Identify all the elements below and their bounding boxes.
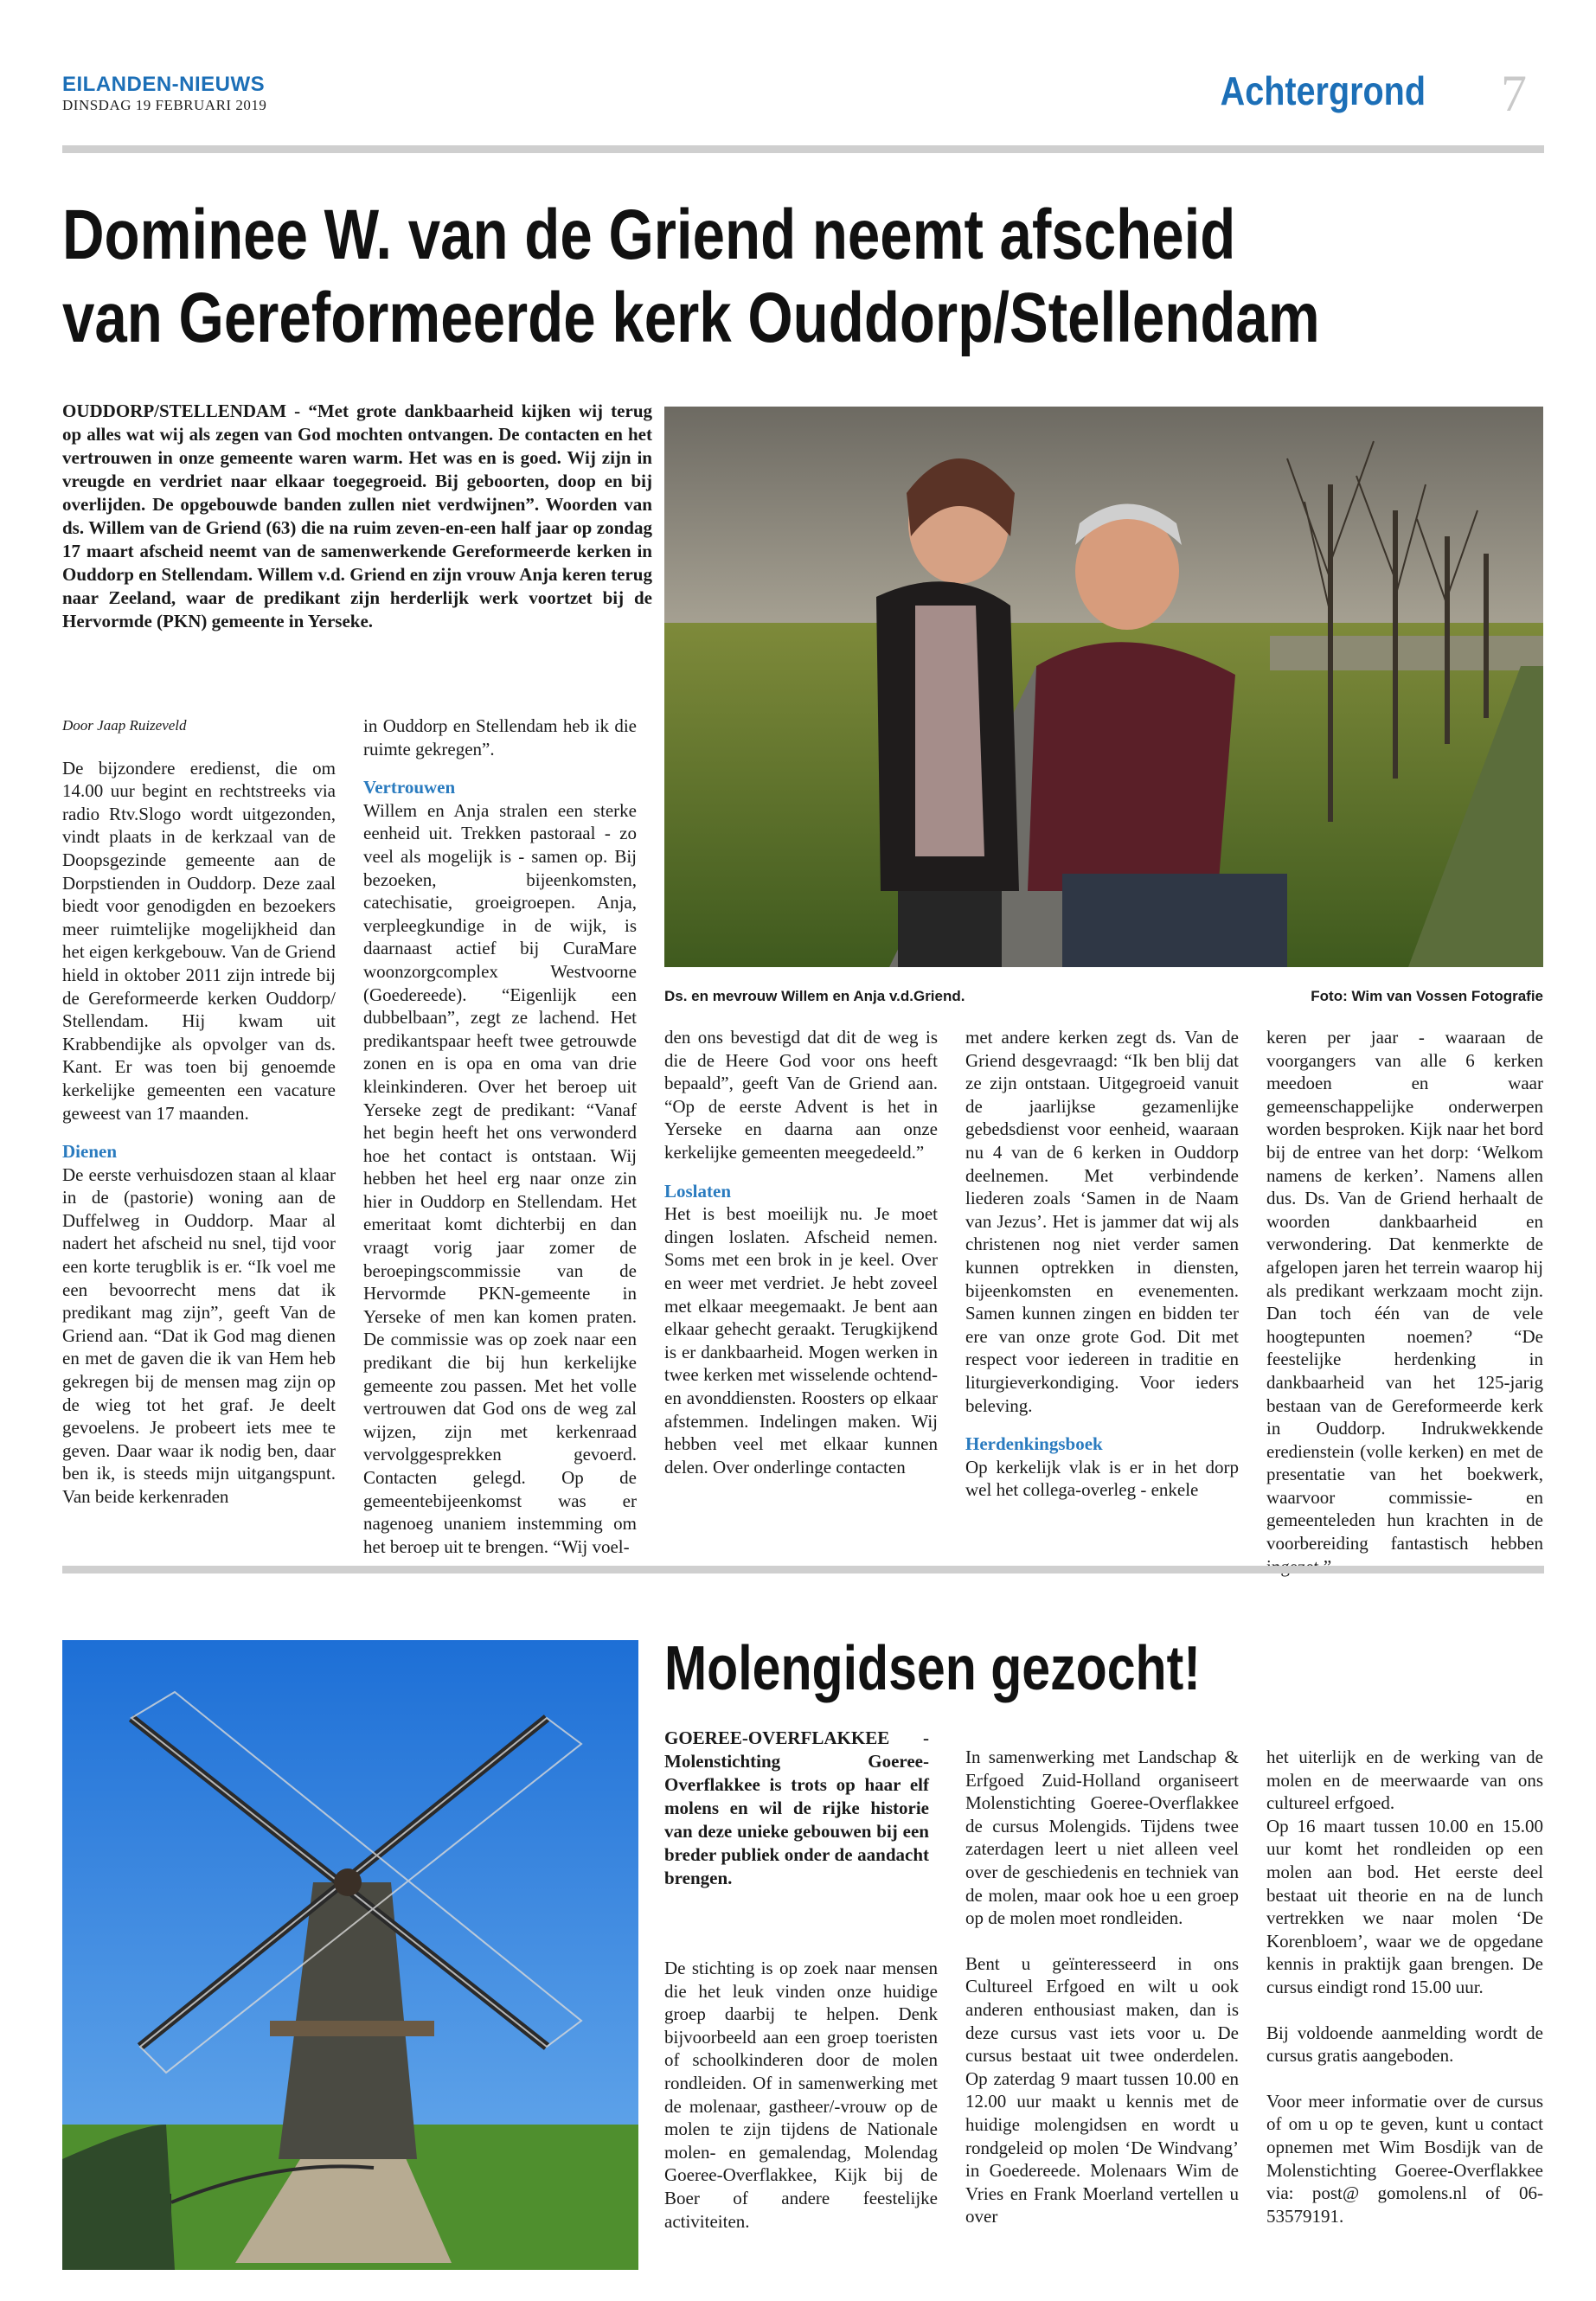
article2-headline: Molengidsen gezocht! [664, 1634, 1201, 1703]
photo-caption: Ds. en mevrouw Willem en Anja v.d.Griend. [664, 988, 965, 1004]
couple-photo-graphic [664, 407, 1543, 967]
article-headline [62, 194, 1320, 360]
article1-column-2 [363, 715, 637, 1558]
paragraph: Bent u geïnteresseerd in ons Cultureel Erfgoed en wilt u ook anderen enthousiast maken, dan is deze cursus vast iets voor u. De cursus bestaat uit twee onderdelen. Op zaterdag 9 maart tussen 10.00 en 12.00 uur maakt u kennis met de huidige molengidsen en wordt u rondgeleid op molen ‘De Windvang’ in Goedereede. Molenaars Wim de Vries en Frank Moerland vertellen u over [965, 1952, 1239, 2227]
article-lead: OUDDORP/STELLENDAM - “Met grote dankbaarheid kijken wij terug op alles wat wij als zegen van God mochten ontvangen. De contacten en het vertrouwen in onze gemeente waren warm. Het was en is goed. Wij zijn in vreugde en verdriet naar elkaar toegegroeid. Bij geboorten, doop en bij overlijden. De opgebouwde banden zullen niet verdwijnen”. Woorden van ds. Willem van de Griend (63) die na ruim zeven-en-een half jaar op zondag 17 maart afscheid neemt van de samenwerkende Gereformeerde kerken in Ouddorp en Stellendam. Willem v.d. Griend en zijn vrouw Anja keren terug naar Zeeland, waar de predikant zijn herderlijk werk voortzet bij de Hervormde (PKN) gemeente in Yerseke. [62, 401, 652, 631]
paragraph: Op kerkelijk vlak is er in het dorp wel het collega-overleg - enkele [965, 1456, 1239, 1501]
windmill-photo [62, 1640, 638, 2270]
article2-column-3 [1266, 1746, 1543, 2227]
paragraph: In samenwerking met Landschap & Erfgoed Zuid-Holland organiseert Molenstichting Goeree-Overflakkee de cursus Molengids. Tijdens twee zaterdagen leert u niet alleen veel over de geschiedenis en techniek van de molen, maar ook hoe u een groep op de molen moet rondleiden. [965, 1747, 1239, 1929]
issue-date: DINSDAG 19 FEBRUARI 2019 [62, 97, 267, 113]
newspaper-logo: EILANDEN-NIEUWS [62, 73, 266, 96]
paragraph: De eerste verhuisdozen staan al klaar in de (pastorie) woning aan de Duffelweg in Ouddorp. Maar al nadert het afscheid nu snel, tijd voor een korte terugblik is er. “Ik voel me een bevoorrecht mens dat ik predikant mag zijn”, geeft Van de Griend aan. “Dat ik God mag dienen en met de gaven die ik van Hem heb gekregen bij de mensen mag zijn op de wieg tot het graf. Je deelt gevoelens. Je probeert iets mee te geven. Daar waar ik nodig ben, daar ben ik, is steeds mijn uitgangspunt. Van beide kerkenraden [62, 1163, 336, 1507]
paragraph: De bijzondere eredienst, die om 14.00 uur begint en rechtstreeks via radio Rtv.Slogo wordt uitgezonden, vindt plaats in de kerkzaal van de Doopsgezinde gemeente aan de Dorpstienden in Ouddorp. Deze zaal biedt voor genodigden en bezoekers meer ruimtelijke mogelijkheid dan het eigen kerkgebouw. Van de Griend hield in oktober 2011 zijn intrede bij de Gereformeerde kerken Ouddorp/ Stellendam. Hij kwam uit Krabbendijke als opvolger van ds. Kant. Er was toen bij genoemde kerkelijke gemeenten een vacature geweest van 17 maanden. [62, 757, 336, 1124]
subheading: Dienen [62, 1141, 117, 1163]
headline-line-2: van Gereformeerde kerk Ouddorp/Stellendam [62, 279, 1320, 357]
article2-lead: GOEREE-OVERFLAKKEE - Molenstichting Goeree-Overflakkee is trots op haar elf molens en wil de rijke historie van deze unieke gebouwen bij een breder publiek onder de aandacht brengen. [664, 1727, 929, 1888]
page-number: 7 [1501, 65, 1527, 122]
paragraph: Op 16 maart tussen 10.00 en 15.00 uur komt het rondleiden op een molen aan bod. Het eerste deel bestaat uit theorie en na de lunch vertrekken we naar molen ‘De Korenbloem’, waar we de opgedane kennis in praktijk gaan brengen. De cursus eindigt rond 15.00 uur. [1266, 1815, 1543, 1997]
windmill-photo-graphic [62, 1640, 638, 2270]
paragraph: den ons bevestigd dat dit de weg is die de Heere God voor ons heeft bepaald”, geeft Van de Griend aan. “Op de eerste Advent is het in Yerseke en daarna aan onze kerkelijke gemeenten meegedeeld.” [664, 1027, 938, 1163]
subheading: Vertrouwen [363, 777, 456, 798]
paragraph: De stichting is op zoek naar mensen die het leuk vinden onze huidige groep daarbij te helpen. Denk bijvoorbeeld aan een groep toeristen of schoolkinderen door de molen rondleiden. Of in samenwerking met de molenaar, gastheer/-vrouw op de molen te zijn tijdens de Nationale molen- en gemalendag, Molendag Goeree-Overflakkee, Kijk bij de Boer of andere feestelijke activiteiten. [664, 1958, 938, 2232]
byline: Door Jaap Ruizeveld [62, 717, 187, 734]
section-title: Achtergrond [1220, 68, 1426, 113]
paragraph: Voor meer informatie over de cursus of om u op te geven, kunt u contact opnemen met Wim Bosdijk van de Molenstichting Goeree-Overflakkee via: post@ gomolens.nl of 06-53579191. [1266, 2090, 1543, 2227]
article1-column-3 [664, 1026, 938, 1478]
paragraph: Willem en Anja stralen een sterke eenheid uit. Trekken pastoraal - zo veel als mogelijk is - samen op. Bij bezoeken, bijeenkomsten, catechisatie, groeigroepen. Anja, verpleegkundige in de wijk, is daarnaast actief bij CuraMare woonzorgcomplex Westvoorne (Goedereede). “Eigenlijk een dubbelbaan”, zegt ze lachend. Het predikantspaar heeft twee getrouwde zonen en is opa en oma van drie kleinkinderen. Over het beroep uit Yerseke zegt de predikant: “Vanaf het begin heeft het ons verwonderd hoe het contact is ontstaan. Wij hebben het heel erg naar onze zin hier in Ouddorp en Stellendam. Het emeritaat komt dichterbij en dan vraagt vorig jaar zomer de beroepingscommissie van de Hervormde PKN-gemeente in Yerseke of men kan komen praten. De commissie was op zoek naar een predikant die bij hun kerkelijke gemeente zou passen. Met het volle vertrouwen dat God ons de weg zal wijzen, zijn met kerkenraad vervolggesprekken gevoerd. Contacten gelegd. Op de gemeentebijeenkomst was er nagenoeg unaniem instemming om het beroep uit te brengen. “Wij voel- [363, 799, 637, 1557]
headline-line-1: Dominee W. van de Griend neemt afscheid [62, 195, 1236, 274]
article1-column-4 [965, 1026, 1239, 1502]
article1-column-1 [62, 715, 336, 1509]
subheading: Loslaten [664, 1180, 732, 1202]
article1-column-5 [1266, 1026, 1543, 1578]
subheading: Herdenkingsboek [965, 1433, 1103, 1455]
article2-column-2 [965, 1746, 1239, 2228]
article2-column-1 [664, 1957, 938, 2233]
paragraph: Bij voldoende aanmelding wordt de cursus gratis aangeboden. [1266, 2022, 1543, 2067]
paragraph: Het is best moeilijk nu. Je moet dingen loslaten. Afscheid nemen. Soms met een brok in je keel. Over en weer met verdriet. Je hebt zoveel met elkaar meegemaakt. Je bent aan elkaar gehecht geraakt. Terugkijkend is er dankbaarheid. Mogen werken in twee kerken met wisselende ochtend- en avonddiensten. Roosters op elkaar afstemmen. Indelingen maken. Wij hebben veel met elkaar kunnen delen. Over onderlinge contacten [664, 1203, 938, 1477]
paragraph: het uiterlijk en de werking van de molen en de meerwaarde van ons cultureel erfgoed. [1266, 1747, 1543, 1814]
paragraph: keren per jaar - waaraan de voorgangers van alle 6 kerken meedoen en waar gemeenschappelijke onderwerpen worden besproken. Kijk naar het bord bij de entree van het dorp: ‘Welkom namens de kerken’. Namens allen dus. Ds. Van de Griend herhaalt de woorden dankbaarheid en verwondering. Dat kenmerkte de afgelopen jaren het terrein waarop hij als predikant werkzaam mocht zijn. Dan toch één van de vele hoogtepunten noemen? “De feestelijke herdenking in dankbaarheid van het 125-jarig bestaan van de Gereformeerde kerk in Ouddorp. Indrukwekkende eredienstein (volle kerken) en met de presentatie van het boekwerk, waarvoor commissie- en gemeenteleden hun krachten in de voorbereiding fantastisch hebben [1266, 1027, 1543, 1554]
top-divider [62, 145, 1544, 153]
paragraph: in Ouddorp en Stellendam heb ik die ruimte gekregen”. [363, 715, 637, 760]
photo-credit: Foto: Wim van Vossen Fotografie [1311, 988, 1543, 1004]
couple-photo [664, 407, 1543, 967]
paragraph: met andere kerken zegt ds. Van de Griend desgevraagd: “Ik ben blij dat ze zijn ontstaan. Uitgegroeid vanuit de jaarlijkse gezamenlijke gebedsdienst voor eenheid, waaraan nu 4 van de 6 kerken in Ouddorp deelnemen. Met verbindende liederen zoals ‘Samen in de Naam van Jezus’. Het is jammer dat wij als christenen nog niet verder samen kunnen optrekken in diensten, bijeenkomsten en evenementen. Samen kunnen zingen en bidden ter ere van onze grote God. Dit met respect voor iedereen in traditie en liturgieverkondiging. Voor ieders beleving. [965, 1027, 1239, 1416]
section-divider [62, 1566, 1544, 1574]
